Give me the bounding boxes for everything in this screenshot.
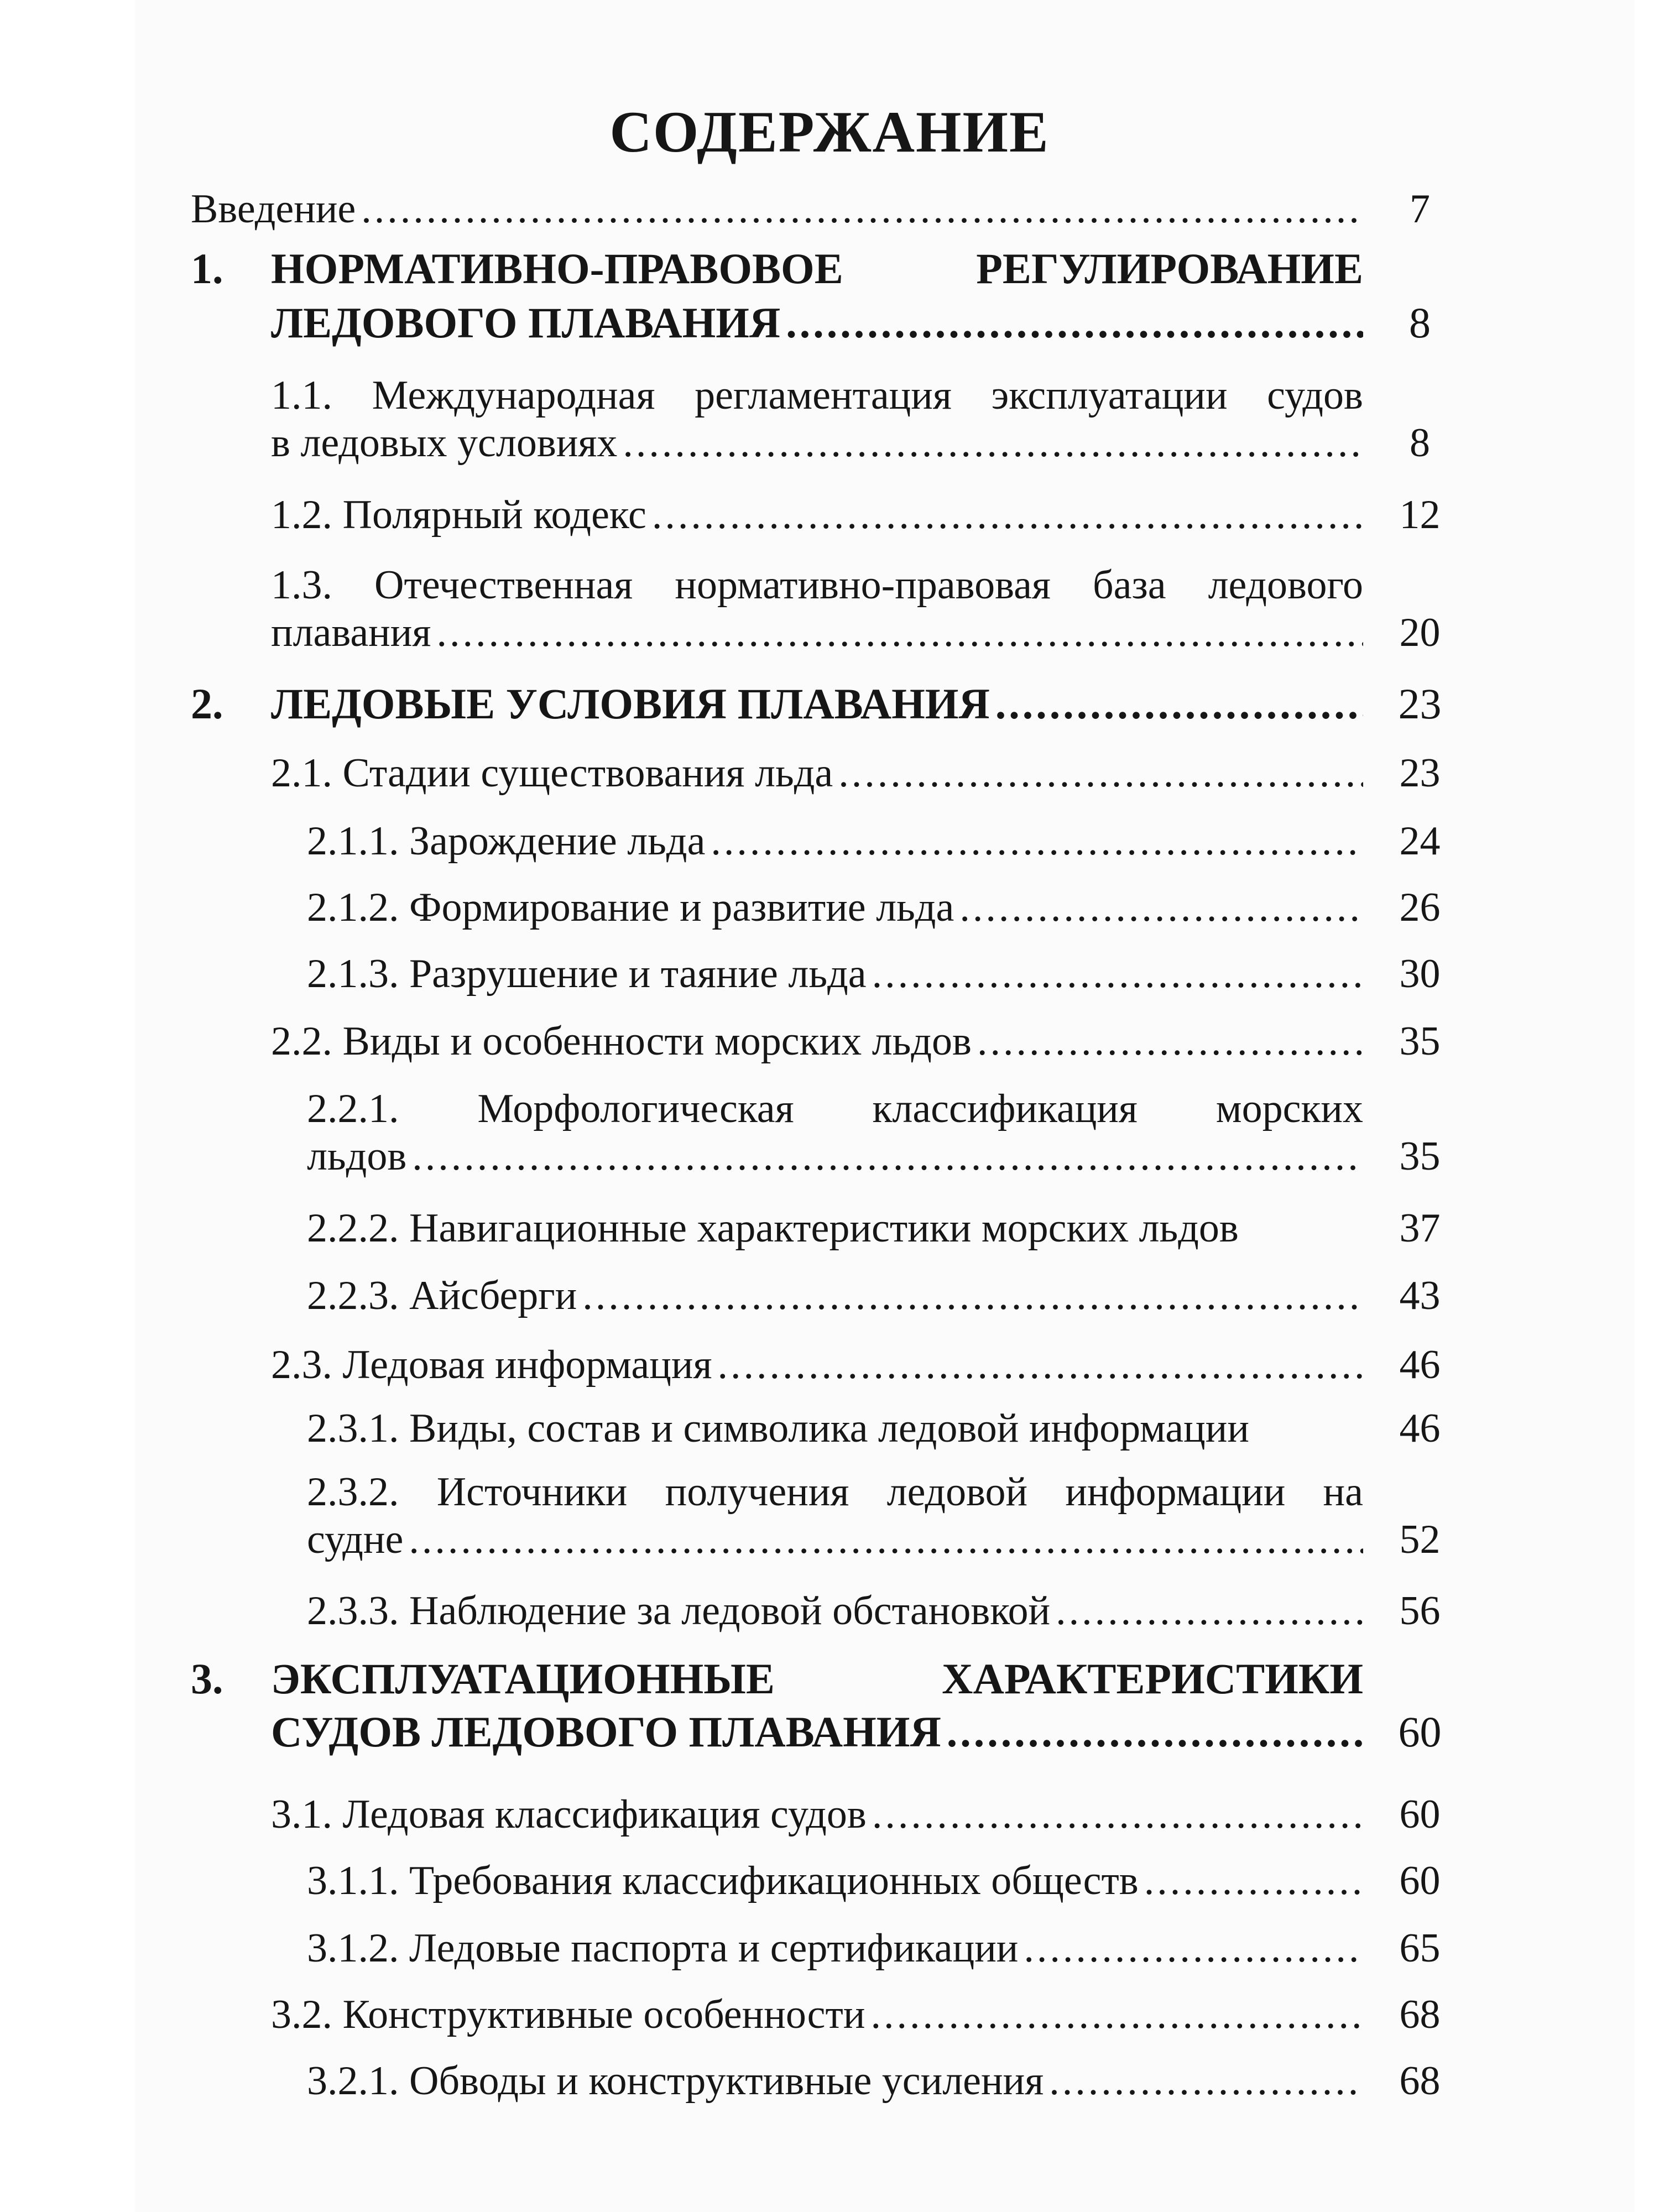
dot-leader	[1144, 1857, 1363, 1905]
toc-entry-line	[271, 299, 1363, 347]
toc-entry-line	[271, 1791, 1363, 1838]
page-number: 68	[1399, 1992, 1441, 2037]
chapter-number: 2.	[191, 680, 223, 728]
chapter-title-line-1: ЭКСПЛУАТАЦИОННЫЕ ХАРАКТЕРИСТИКИ	[271, 1655, 1363, 1703]
dot-leader	[1024, 1924, 1363, 1972]
subsection-title-line-1: 2.2.1. Морфологическая классификация морских	[307, 1086, 1363, 1131]
toc-entry-line	[271, 491, 1363, 539]
page-number: 23	[1399, 750, 1441, 796]
section-title: 1.2. Полярный кодекс	[271, 492, 646, 538]
chapter-title-line-2: ЛЕДОВОГО ПЛАВАНИЯ	[271, 299, 781, 347]
page-title: СОДЕРЖАНИЕ	[609, 100, 1050, 164]
section-title: 2.3. Ледовая информация	[271, 1342, 712, 1387]
page-margin	[0, 0, 135, 2212]
section-title-line-2: плавания	[271, 610, 431, 655]
section-title-line-1: 1.1. Международная регламентация эксплуатации судов	[271, 373, 1363, 418]
subsection-title: 3.1.2. Ледовые паспорта и сертификации	[307, 1926, 1019, 1971]
toc-entry-line	[307, 1587, 1363, 1635]
dot-leader	[838, 749, 1363, 797]
chapter-title-line-1: НОРМАТИВНО-ПРАВОВОЕ РЕГУЛИРОВАНИЕ	[271, 244, 1363, 293]
toc-entry-line	[307, 884, 1363, 931]
page-number: 60	[1399, 1858, 1441, 1903]
toc-entry-line	[307, 1272, 1363, 1319]
page-number: 26	[1399, 885, 1441, 930]
toc-entry-line	[191, 185, 1363, 233]
chapter-number: 3.	[191, 1655, 223, 1703]
subsection-title: 3.1.1. Требования классификационных обществ	[307, 1858, 1139, 1903]
section-title: 3.2. Конструктивные особенности	[271, 1992, 865, 2037]
page-number: 52	[1399, 1517, 1441, 1562]
dot-leader	[436, 609, 1363, 656]
toc-entry-line	[307, 1857, 1363, 1905]
dot-leader	[361, 185, 1363, 233]
page-number: 60	[1398, 1708, 1442, 1756]
dot-leader	[977, 1018, 1363, 1065]
subsection-title-line-2: льдов	[307, 1134, 407, 1179]
section-title-line-1: 1.3. Отечественная нормативно-правовая база ледового	[271, 562, 1363, 608]
toc-entry-line	[307, 1516, 1363, 1563]
chapter-title-line-2: СУДОВ ЛЕДОВОГО ПЛАВАНИЯ	[271, 1708, 941, 1756]
toc-entry-line	[271, 419, 1363, 467]
subsection-title: 2.3.1. Виды, состав и символика ледовой информации	[307, 1406, 1249, 1451]
dot-leader	[582, 1272, 1363, 1319]
subsection-title-line-1: 2.3.2. Источники получения ледовой информации на	[307, 1469, 1363, 1515]
toc-entry-label: Введение	[191, 186, 356, 232]
toc-entry-line	[271, 680, 1363, 728]
toc-entry-line	[271, 1991, 1363, 2038]
subsection-title-line-2: судне	[307, 1517, 404, 1562]
page-number: 24	[1399, 818, 1441, 864]
subsection-title: 2.1.2. Формирование и развитие льда	[307, 885, 954, 930]
page-number: 8	[1409, 299, 1431, 347]
toc-entry-line	[307, 1133, 1363, 1180]
subsection-title: 2.1.3. Разрушение и таяние льда	[307, 951, 867, 997]
dot-leader	[1049, 2057, 1363, 2105]
dot-leader	[870, 1991, 1363, 2038]
page-number: 35	[1399, 1019, 1441, 1064]
section-title: 2.2. Виды и особенности морских льдов	[271, 1019, 972, 1064]
dot-leader	[947, 1708, 1363, 1756]
toc-entry-line	[307, 2057, 1363, 2105]
dot-leader	[872, 1791, 1363, 1838]
subsection-title: 2.3.3. Наблюдение за ледовой обстановкой	[307, 1588, 1051, 1634]
subsection-title: 3.2.1. Обводы и конструктивные усиления	[307, 2058, 1044, 2104]
page-number: 30	[1399, 951, 1441, 997]
subsection-title: 2.2.3. Айсберги	[307, 1273, 577, 1318]
dot-leader	[409, 1516, 1363, 1563]
page-number: 43	[1399, 1273, 1441, 1318]
page-number: 23	[1398, 680, 1442, 728]
dot-leader	[995, 680, 1363, 728]
chapter-title: ЛЕДОВЫЕ УСЛОВИЯ ПЛАВАНИЯ	[271, 680, 990, 728]
section-title: 2.1. Стадии существования льда	[271, 750, 833, 796]
page-number: 46	[1399, 1406, 1441, 1451]
dot-leader	[412, 1133, 1363, 1180]
page-number: 46	[1399, 1342, 1441, 1387]
dot-leader	[959, 884, 1363, 931]
page-number: 12	[1399, 492, 1441, 538]
dot-leader	[623, 419, 1363, 467]
page-number: 20	[1399, 610, 1441, 655]
page-number: 56	[1399, 1588, 1441, 1634]
dot-leader	[718, 1341, 1364, 1389]
page-number: 8	[1410, 420, 1430, 466]
dot-leader	[786, 299, 1363, 347]
page-number: 68	[1399, 2058, 1441, 2104]
page-number: 65	[1399, 1926, 1441, 1971]
page-number: 60	[1399, 1792, 1441, 1837]
subsection-title: 2.2.2. Навигационные характеристики морских льдов	[307, 1206, 1239, 1251]
page-number: 37	[1399, 1206, 1441, 1251]
subsection-title: 2.1.1. Зарождение льда	[307, 818, 706, 864]
section-title: 3.1. Ледовая классификация судов	[271, 1792, 867, 1837]
toc-entry-line	[307, 1924, 1363, 1972]
toc-entry-line	[271, 1341, 1363, 1389]
dot-leader	[1056, 1587, 1363, 1635]
toc-entry-line	[271, 749, 1363, 797]
toc-entry-line	[307, 817, 1363, 865]
dot-leader	[872, 950, 1363, 998]
toc-entry-line	[271, 609, 1363, 656]
page-number: 35	[1399, 1134, 1441, 1179]
toc-entry-line	[271, 1708, 1363, 1756]
toc-entry-line	[307, 950, 1363, 998]
chapter-number: 1.	[191, 244, 223, 293]
section-title-line-2: в ледовых условиях	[271, 420, 618, 466]
dot-leader	[711, 817, 1363, 865]
dot-leader	[652, 491, 1363, 539]
toc-entry-line	[271, 1018, 1363, 1065]
page-number: 7	[1410, 186, 1430, 232]
